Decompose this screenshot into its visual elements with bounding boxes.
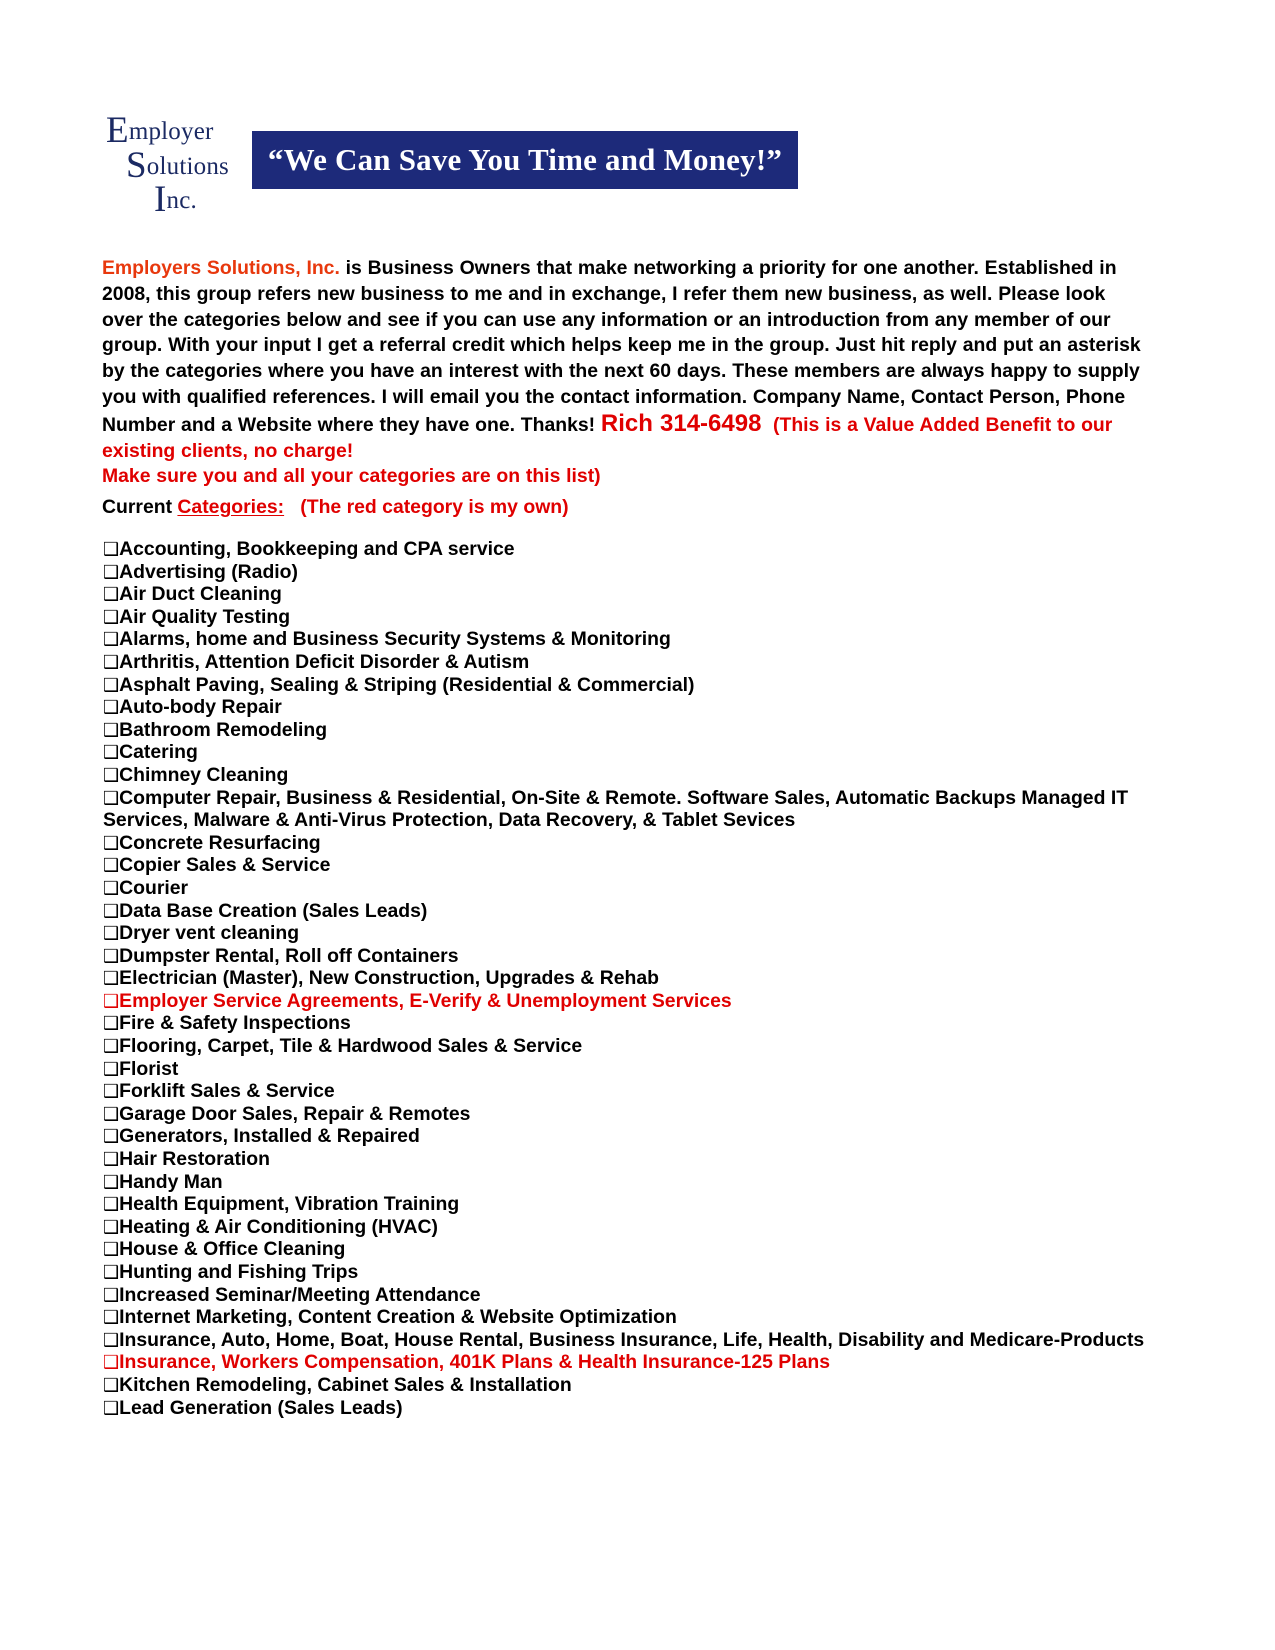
category-label: Generators, Installed & Repaired [119,1125,420,1148]
category-label: Accounting, Bookkeeping and CPA service [119,538,515,560]
checkbox-icon[interactable]: ❑ [103,1397,120,1419]
current-label: Current [102,496,178,518]
category-item[interactable] [103,1058,1163,1081]
checkbox-icon[interactable]: ❑ [103,1036,120,1058]
category-item[interactable] [103,719,1163,742]
category-label: Heating & Air Conditioning (HVAC) [119,1215,438,1238]
checkbox-icon[interactable]: ❑ [103,968,120,990]
checkbox-icon[interactable]: ❑ [103,719,120,741]
category-item[interactable] [103,561,1163,584]
category-item[interactable] [103,1351,1163,1374]
checkbox-icon[interactable]: ❑ [103,832,120,854]
category-label: Data Base Creation (Sales Leads) [119,899,428,922]
checkbox-icon[interactable]: ❑ [103,561,120,583]
checkbox-icon[interactable]: ❑ [103,1194,120,1216]
logo-line-inc [104,179,244,221]
checkbox-icon[interactable]: ❑ [103,1149,120,1171]
checkbox-icon[interactable]: ❑ [103,900,120,922]
category-label: Flooring, Carpet, Tile & Hardwood Sales & Service [119,1035,583,1058]
logo-text-employer: mployer [128,118,214,145]
checkbox-icon[interactable]: ❑ [103,990,120,1012]
category-item[interactable] [103,1035,1163,1058]
category-item[interactable] [103,1238,1163,1261]
category-label: Concrete Resurfacing [119,831,321,854]
checkbox-icon[interactable]: ❑ [103,787,120,809]
category-item[interactable] [103,1306,1163,1329]
checkbox-icon[interactable]: ❑ [103,1352,120,1374]
category-label: Copier Sales & Service [119,854,331,877]
checkbox-icon[interactable]: ❑ [103,584,120,606]
category-label: Courier [119,876,189,899]
category-item[interactable] [103,967,1163,990]
category-item[interactable] [103,651,1163,674]
company-logo [104,110,244,221]
category-label: Lead Generation (Sales Leads) [119,1396,403,1419]
category-label: Insurance, Auto, Home, Boat, House Rental, Business Insurance, Life, Health, Disability and Medicare-Products [119,1328,1145,1351]
checkbox-icon[interactable]: ❑ [103,697,120,719]
category-label: Hunting and Fishing Trips [119,1261,359,1283]
checkbox-icon[interactable]: ❑ [103,855,120,877]
intro-paragraph [102,256,1147,490]
category-item[interactable] [103,1103,1163,1126]
category-item[interactable] [103,1012,1163,1035]
category-label: Computer Repair, Business & Residential, On-Site & Remote. Software Sales, Automatic Backups Managed IT Services, Malware & Anti-Virus Protection, Data Recovery, & Tablet Sevices [103,786,1129,832]
category-item[interactable] [103,900,1163,923]
category-item[interactable] [103,787,1163,832]
category-label: Auto-body Repair [119,696,282,719]
value-note-line1-text: (This is a Value Added Benefit to our existing clients, no charge! [102,413,1113,462]
category-item[interactable] [103,832,1163,855]
intro-body-text: is Business Owners that make networking a priority for one another. Established in 2008, this group refers new business to me and in exchange, I refer them new business, as well. Please look over the categories below and see if you can use any information or an introduction from any member of our group. With your input I get a referral credit which helps keep me in the group. Just hit reply and put an asterisk by the categories where you have an interest with the next 60 days. These members are always happy to supply you with qualified references. I will email you the contact information. Company Name, Contact Person, Phone Number and a Website where they have one. Thanks! [102,257,1141,436]
category-label: Alarms, home and Business Security Systems & Monitoring [119,628,671,651]
category-label: Air Quality Testing [119,605,291,628]
checkbox-icon[interactable]: ❑ [103,651,120,673]
category-item[interactable] [103,922,1163,945]
checkbox-icon[interactable]: ❑ [103,945,120,967]
category-label: Catering [119,741,198,764]
checkbox-icon[interactable]: ❑ [103,1126,120,1148]
logo-line-solutions [104,144,244,186]
category-label: Dumpster Rental, Roll off Containers [119,944,459,967]
category-label: Insurance, Workers Compensation, 401K Plans & Health Insurance-125 Plans [119,1351,831,1374]
contact-phone: Rich 314-6498 [600,409,762,437]
categories-note-text: (The red category is my own) [300,496,569,518]
logo-text-inc: nc. [166,187,197,215]
checkbox-icon[interactable]: ❑ [103,1103,120,1125]
checkbox-icon[interactable]: ❑ [103,629,120,651]
checkbox-icon[interactable]: ❑ [103,674,120,696]
checkbox-icon[interactable]: ❑ [103,742,120,764]
category-label: Dryer vent cleaning [119,922,300,945]
checkbox-icon[interactable]: ❑ [103,877,120,899]
letterhead [104,110,804,226]
category-label: Employer Service Agreements, E-Verify & Unemployment Services [119,989,732,1012]
categories-heading [102,494,569,520]
category-item[interactable] [103,990,1163,1013]
category-label: Florist [119,1057,179,1080]
category-label: Health Equipment, Vibration Training [119,1193,460,1216]
checkbox-icon[interactable]: ❑ [103,1307,120,1329]
category-label: Hair Restoration [119,1148,270,1171]
checkbox-icon[interactable]: ❑ [103,1374,120,1396]
category-label: Forklift Sales & Service [119,1080,335,1103]
checkbox-icon[interactable]: ❑ [103,1284,120,1306]
category-label: House & Office Cleaning [119,1238,346,1261]
category-item[interactable] [103,1080,1163,1103]
logo-cap-e: E [106,110,129,151]
checkbox-icon[interactable]: ❑ [103,1239,120,1261]
category-item[interactable] [103,945,1163,968]
company-name-inline: Employers Solutions, Inc. [102,257,340,279]
category-label: Air Duct Cleaning [119,583,282,606]
checkbox-icon[interactable]: ❑ [103,1081,120,1103]
checkbox-icon[interactable]: ❑ [103,1171,120,1193]
checkbox-icon[interactable]: ❑ [103,1329,120,1351]
category-item[interactable] [103,1148,1163,1171]
category-item[interactable] [103,764,1163,787]
categories-label: Categories: [177,496,285,518]
category-item[interactable] [103,583,1163,606]
checkbox-icon[interactable]: ❑ [103,1058,120,1080]
category-item[interactable] [103,1374,1163,1397]
category-label: Garage Door Sales, Repair & Remotes [119,1102,471,1125]
category-item[interactable] [103,854,1163,877]
categories-note [284,496,568,518]
category-item[interactable] [103,1216,1163,1239]
checkbox-icon[interactable]: ❑ [103,539,120,560]
category-item[interactable] [103,877,1163,900]
checkbox-icon[interactable]: ❑ [103,1013,120,1035]
tagline-text: “We Can Save You Time and Money!” [267,142,783,177]
category-label: Increased Seminar/Meeting Attendance [119,1283,481,1306]
category-item[interactable] [103,628,1163,651]
category-item[interactable] [103,1125,1163,1148]
category-label: Advertising (Radio) [119,560,298,583]
checkbox-icon[interactable]: ❑ [103,606,120,628]
category-item[interactable] [103,1171,1163,1194]
category-item[interactable] [103,1261,1163,1284]
checkbox-icon[interactable]: ❑ [103,1216,120,1238]
category-item[interactable] [103,696,1163,719]
category-label: Internet Marketing, Content Creation & Website Optimization [119,1306,677,1329]
checkbox-icon[interactable]: ❑ [103,764,120,786]
category-item[interactable] [103,674,1163,697]
value-note-line2: Make sure you and all your categories are on this list) [102,465,601,488]
checkbox-icon[interactable]: ❑ [103,923,120,945]
category-item[interactable] [103,741,1163,764]
category-label: Kitchen Remodeling, Cabinet Sales & Installation [119,1373,572,1396]
category-item[interactable] [103,606,1163,629]
category-label: Electrician (Master), New Construction, Upgrades & Rehab [119,967,659,990]
category-label: Chimney Cleaning [119,763,289,786]
logo-cap-i: I [154,179,167,221]
logo-text-solutions: olutions [146,152,229,180]
category-label: Asphalt Paving, Sealing & Striping (Residential & Commercial) [119,673,695,696]
category-label: Handy Man [119,1170,223,1193]
category-list [103,538,1163,1419]
category-item[interactable] [103,1397,1163,1420]
category-item[interactable] [103,1284,1163,1307]
logo-line-employer [104,110,244,151]
category-label: Arthritis, Attention Deficit Disorder & Autism [119,650,530,673]
category-item[interactable] [103,1329,1163,1352]
category-label: Bathroom Remodeling [119,718,328,741]
category-item[interactable] [103,538,1163,561]
category-item[interactable] [103,1193,1163,1216]
category-label: Fire & Safety Inspections [119,1012,351,1035]
logo-cap-s: S [126,144,147,186]
checkbox-icon[interactable]: ❑ [103,1262,120,1283]
tagline-banner [252,131,798,189]
